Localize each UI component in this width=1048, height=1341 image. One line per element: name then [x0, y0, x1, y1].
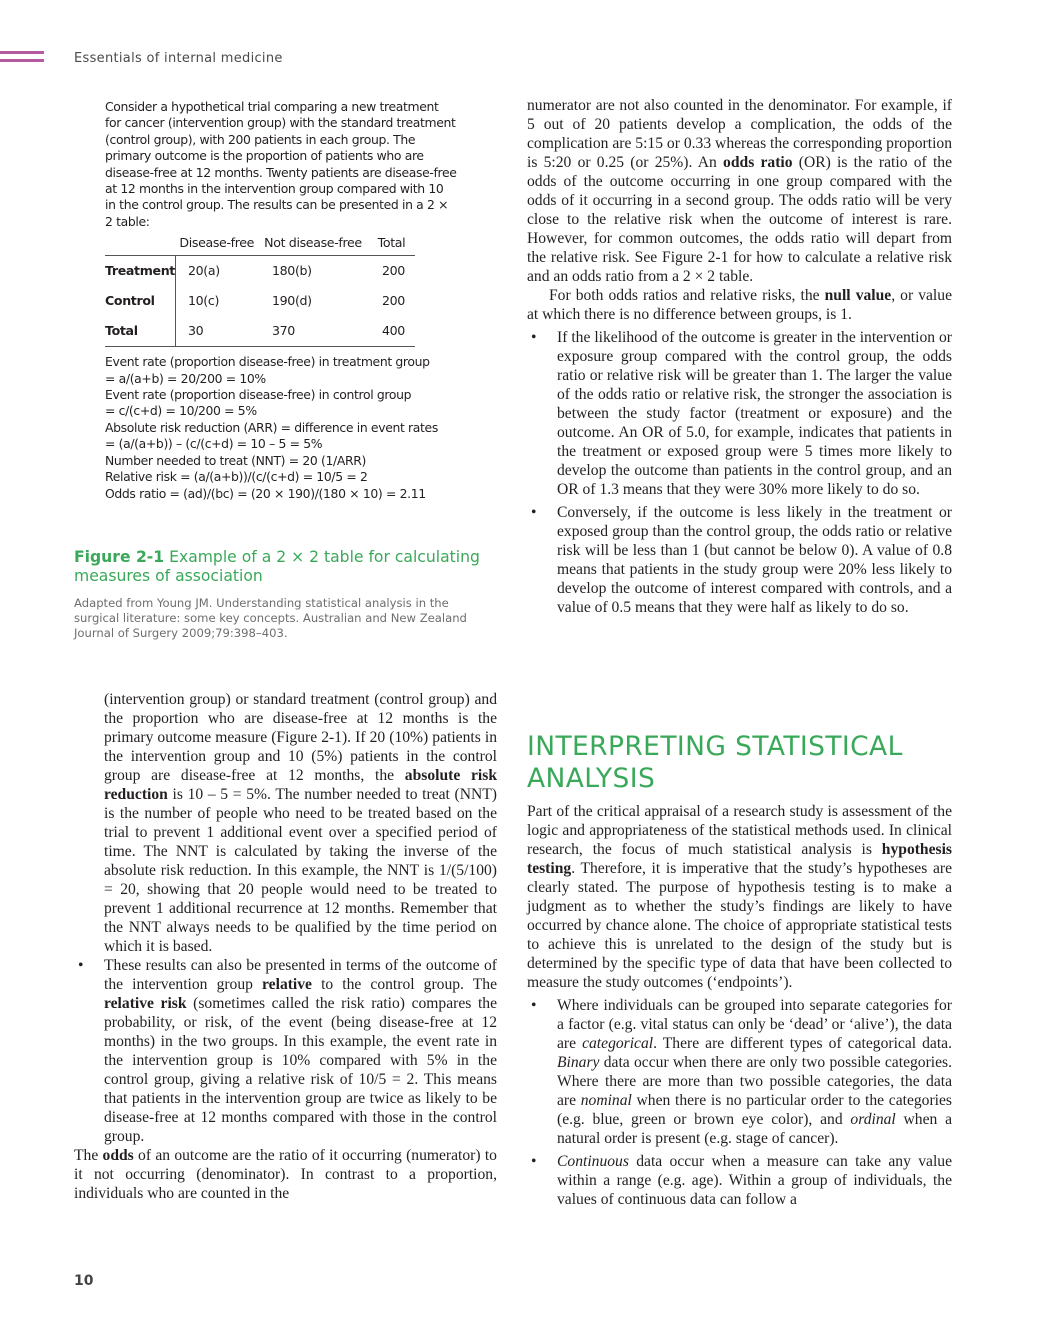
table-cell: 400 — [381, 323, 405, 339]
row-label: Treatment — [105, 263, 175, 279]
table-row — [105, 316, 415, 347]
table-corner — [105, 235, 175, 256]
two-by-two-table — [105, 235, 415, 347]
table-row — [105, 256, 415, 287]
header-accent-bars — [0, 51, 44, 67]
paragraph: (intervention group) or standard treatment (control group) and the proportion who are disease-free at 12 months is the primary outcome measure (Figure 2-1). If 20 (10%) patients in the intervention group and 10 (5%) patients in the control group are disease-free at 12 months, the absolute risk reduction is 10 – 5 = 5%. The number needed to treat (NNT) is the number of people who need to be treated based on the trial to prevent 1 additional event over a specified period of time. The NNT is calculated by taking the inverse of the absolute risk reduction. In this example, the NNT is 1/(5/100) = 20, showing that 20 people would need to be treated to prevent 1 additional recurrence at 12 months. Remember that the NNT always needs to be qualified by the time period on which it is based. — [104, 691, 497, 955]
figure-source: Adapted from Young JM. Understanding statistical analysis in the surgical literature: some key concepts. Australian and New Zealand Journal of Surgery 2009;79:398–403. — [74, 596, 467, 641]
table-cell: 200 — [381, 263, 405, 279]
formula-line: Odds ratio = (ad)/(bc) = (20 × 190)/(180 × 10) = 2.11 — [105, 485, 426, 501]
running-head: Essentials of internal medicine — [74, 51, 283, 66]
bullet-item: • Where individuals can be grouped into separate categories for a factor (e.g. vital status can only be ‘dead’ or ‘alive’), the data are categorical. There are different types of categorical data. Binary data occur when there are only two possible categories. Where there are more than two possible categories, the data are nominal when there is no particular order to the categories (e.g. blue, green or brown eye color), and ordinal when a natural order is present (e.g. stage of cancer). — [527, 996, 952, 1148]
table-cell: 200 — [381, 293, 405, 309]
table-cell: 30 — [175, 316, 258, 347]
table-cell: 20(a) — [175, 256, 258, 287]
left-column — [74, 690, 497, 1203]
box-intro: Consider a hypothetical trial comparing a new treatment for cancer (intervention group) with the standard treatment (control group), with 200 patients in each group. The primary outcome is the proportion of patients who are disease-free at 12 months. Twenty patients are disease-free at 12 months in the intervention group compared with 10 in the control group. The results can be presented in a 2 × 2 table: — [105, 99, 457, 229]
figure-label: Figure 2-1 — [74, 548, 165, 566]
page-number: 10 — [74, 1273, 94, 1289]
section-heading: INTERPRETING STATISTICAL ANALYSIS — [527, 731, 903, 794]
formula-line: = (a/(a+b)) – (c/(c+d) = 10 – 5 = 5% — [105, 436, 323, 452]
header-total: Total — [377, 235, 406, 251]
bullet-item: • Continuous data occur when a measure can take any value within a range (e.g. age). Within a group of individuals, the values of continuous data can follow a — [527, 1152, 952, 1209]
row-label: Control — [105, 293, 155, 309]
formula-line: Number needed to treat (NNT) = 20 (1/ARR) — [105, 452, 366, 468]
paragraph: For both odds ratios and relative risks, the null value, or value at which there is no difference between groups, is 1. — [527, 287, 952, 323]
row-label: Total — [105, 323, 138, 339]
table-cell: 370 — [271, 323, 295, 339]
formula-line: Event rate (proportion disease-free) in treatment group — [105, 354, 430, 370]
header-not-disease-free: Not disease-free — [264, 235, 362, 251]
paragraph: The odds of an outcome are the ratio of it occurring (numerator) to it not occurring (denominator). In contrast to a proportion, individuals who are counted in the — [74, 1147, 497, 1202]
figure-caption — [74, 548, 484, 586]
paragraph: numerator are not also counted in the denominator. For example, if 5 out of 20 patients develop a complication, the odds of the complication are 5:15 or 0.33 whereas the corresponding proportion is 5:20 or 0.25 (or 25%). An odds ratio (OR) is the ratio of the odds of the outcome occurring in one group compared with the odds of it occurring in a second group. The odds ratio will be very close to the relative risk when the outcome of interest is rare. However, for common outcomes, the odds ratio will depart from the relative risk. See Figure 2-1 for how to calculate a relative risk and an odds ratio from a 2 × 2 table. — [527, 97, 952, 285]
table-cell: 180(b) — [271, 263, 312, 279]
table-cell: 190(d) — [271, 293, 312, 309]
formula-line: Event rate (proportion disease-free) in control group — [105, 387, 412, 403]
bullet-item: • Conversely, if the outcome is less likely in the treatment or exposed group than the control group, the odds ratio or relative risk will be less than 1 (but cannot be below 0). A value of 0.8 means that patients in the study group were 20% less likely to develop the outcome of interest compared with controls, and a value of 0.5 means that they were half as likely to do so. — [527, 503, 952, 617]
bullet-item: • These results can also be presented in terms of the outcome of the intervention group relative to the control group. The relative risk (sometimes called the risk ratio) compares the probability, or risk, of the event (being disease-free at 12 months) in the two groups. In this example, the event rate in the intervention group is 10% compared with 5% in the control group, giving a relative risk of 10/5 = 2. This means that patients in the intervention group are twice as likely to be disease-free at 12 months compared with those in the control group. — [74, 956, 497, 1146]
table-cell: 10(c) — [175, 286, 258, 316]
figure-box — [105, 99, 457, 502]
formula-line: Relative risk = (a/(a+b))/(c/(c+d) = 10/5 = 2 — [105, 469, 368, 485]
table-row — [105, 286, 415, 316]
formula-line: = a/(a+b) = 20/200 = 10% — [105, 370, 266, 386]
formula-line: = c/(c+d) = 10/200 = 5% — [105, 403, 257, 419]
figure-caption-text: Example of a 2 × 2 table for calculating measures of association — [74, 548, 480, 585]
formula-list — [105, 354, 457, 502]
right-column-top — [527, 96, 952, 617]
paragraph: Part of the critical appraisal of a research study is assessment of the logic and appropriateness of the statistical methods used. In clinical research, the focus of much statistical analysis is hypothesis testing. Therefore, it is imperative that the study’s hypotheses are clearly stated. The purpose of hypothesis testing is to make a judgment as to whether the study’s findings are likely to have occurred by chance alone. The choice of appropriate statistical tests to achieve this is unrelated to the design of the study but is determined by the specific type of data that have been collected to measure the study outcomes (‘endpoints’). — [527, 803, 952, 991]
formula-line: Absolute risk reduction (ARR) = difference in event rates — [105, 419, 438, 435]
bullet-item: • If the likelihood of the outcome is greater in the intervention or exposure group compared with the control group, the odds ratio or relative risk will be greater than 1. The larger the value of the odds ratio or relative risk, the stronger the association is between the study factor (treatment or exposure) and the outcome. An OR of 5.0, for example, indicates that patients in the treatment or exposed group were 5 times more likely to develop the outcome than patients in the control group, and an OR of 1.3 means that they were 30% more likely to do so. — [527, 328, 952, 499]
header-disease-free: Disease-free — [179, 235, 255, 251]
right-column-bottom — [527, 802, 952, 1209]
